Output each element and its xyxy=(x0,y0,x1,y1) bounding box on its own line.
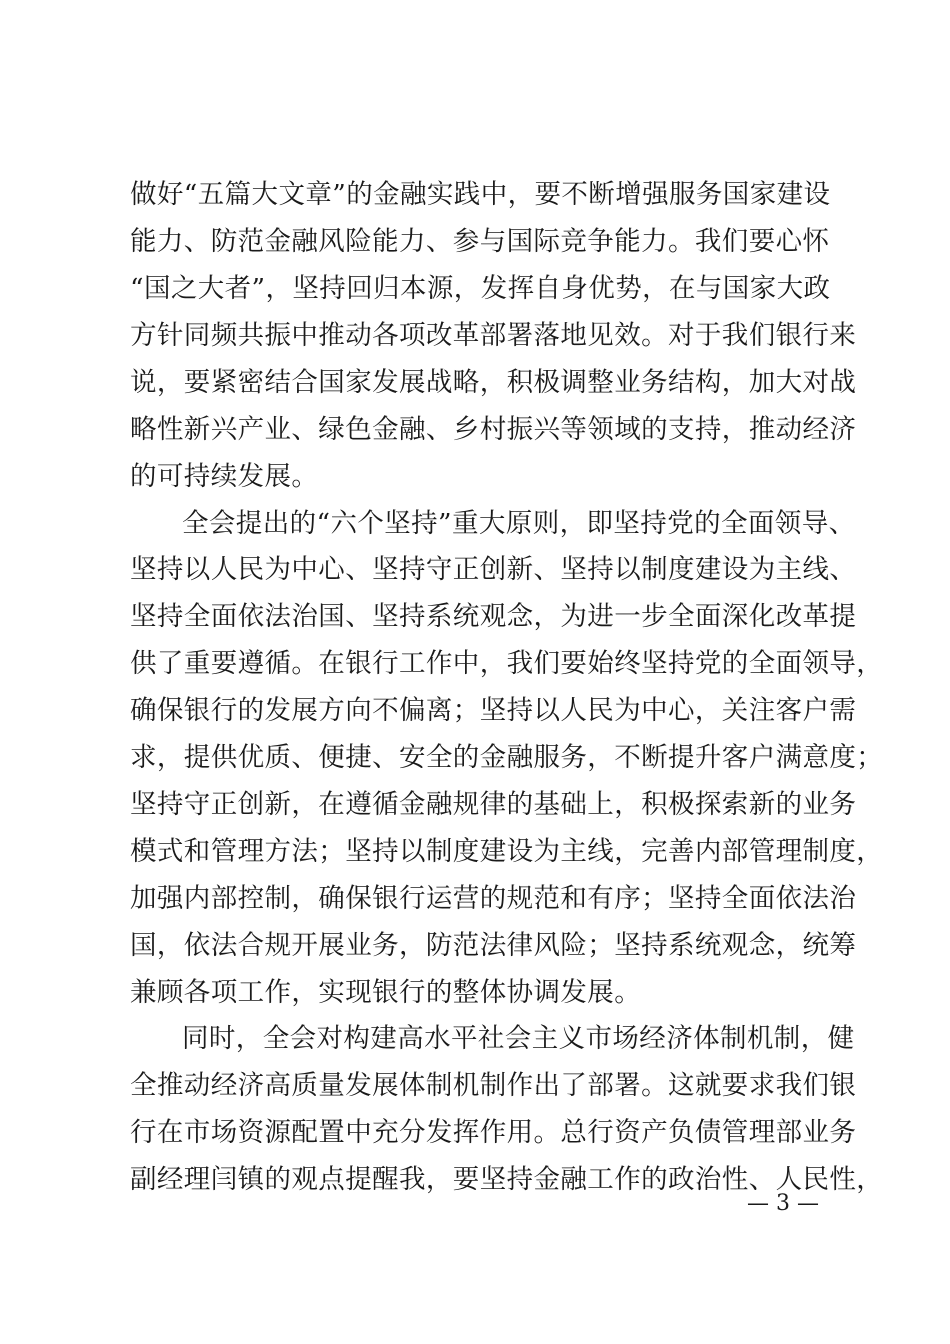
text-line: 国，依法合规开展业务，防范法律风险；坚持系统观念，统筹 xyxy=(130,930,857,961)
paragraph-first-line: 全会提出的“六个坚持”重大原则，即坚持党的全面领导、 xyxy=(182,508,856,539)
text-line: 确保银行的发展方向不偏离；坚持以人民为中心，关注客户需 xyxy=(130,695,857,726)
text-line: 求，提供优质、便捷、安全的金融服务，不断提升客户满意度； xyxy=(130,742,884,773)
text-line: 加强内部控制，确保银行运营的规范和有序；坚持全面依法治 xyxy=(130,883,857,914)
text-line: 兼顾各项工作，实现银行的整体协调发展。 xyxy=(130,977,642,1008)
text-line: 副经理闫镇的观点提醒我，要坚持金融工作的政治性、人民性， xyxy=(130,1164,884,1195)
text-line: “国之大者”，坚持回归本源，发挥自身优势，在与国家大政 xyxy=(130,273,831,304)
text-line: 做好“五篇大文章”的金融实践中，要不断增强服务国家建设 xyxy=(130,179,831,210)
text-line: 坚持守正创新，在遵循金融规律的基础上，积极探索新的业务 xyxy=(130,789,857,820)
text-line: 方针同频共振中推动各项改革部署落地见效。对于我们银行来 xyxy=(130,320,857,351)
text-line: 能力、防范金融风险能力、参与国际竞争能力。我们要心怀 xyxy=(130,226,830,257)
text-line: 全推动经济高质量发展体制机制作出了部署。这就要求我们银 xyxy=(130,1070,857,1101)
text-line: 的可持续发展。 xyxy=(130,461,319,492)
text-line: 模式和管理方法；坚持以制度建设为主线，完善内部管理制度， xyxy=(130,836,884,867)
text-line: 说，要紧密结合国家发展战略，积极调整业务结构，加大对战 xyxy=(130,367,857,398)
text-line: 坚持以人民为中心、坚持守正创新、坚持以制度建设为主线、 xyxy=(130,554,857,585)
page-number: — 3 — xyxy=(747,1191,819,1216)
text-line: 供了重要遵循。在银行工作中，我们要始终坚持党的全面领导， xyxy=(130,648,884,679)
text-line: 略性新兴产业、绿色金融、乡村振兴等领域的支持，推动经济 xyxy=(130,414,857,445)
text-line: 行在市场资源配置中充分发挥作用。总行资产负债管理部业务 xyxy=(130,1117,857,1148)
text-line: 坚持全面依法治国、坚持系统观念，为进一步全面深化改革提 xyxy=(130,601,857,632)
paragraph-first-line: 同时，全会对构建高水平社会主义市场经济体制机制，健 xyxy=(182,1023,855,1054)
